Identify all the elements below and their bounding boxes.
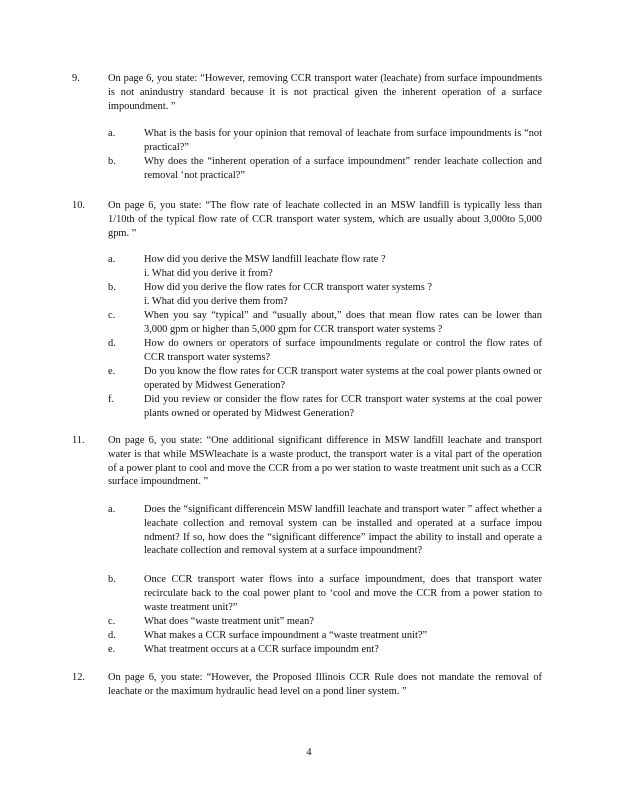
question-10-item-c — [108, 309, 542, 337]
item-text: How do owners or operators of surface impoundments regulate or control the flow rates of CCR transport water systems? — [144, 338, 542, 363]
item-letter: d. — [108, 338, 116, 349]
item-letter: c. — [108, 616, 116, 627]
question-10-item-f — [108, 393, 542, 421]
question-11 — [72, 434, 542, 489]
question-number: 11. — [72, 435, 85, 446]
item-text: Did you review or consider the flow rates for CCR transport water systems at the coal power plants owned or operated by Midwest Generation? — [144, 394, 542, 419]
item-subquestion: i. What did you derive it from? — [144, 267, 273, 279]
question-number: 12. — [72, 672, 85, 683]
item-text: Once CCR transport water flows into a surface impoundment, does that transport water recirculate back to the coal power plant to ‘cool and move the CCR from a power station to waste treatment unit?” — [144, 574, 542, 613]
item-letter: f. — [108, 394, 115, 405]
item-letter: c. — [108, 310, 116, 321]
question-text: On page 6, you state: “However, the Proposed Illinois CCR Rule does not mandate the removal of leachate or the maximum hydraulic head level on a pond liner system. ” — [108, 672, 542, 697]
question-9-item-b — [108, 155, 542, 183]
item-text: When you say “typical” and “usually about,” does that mean flow rates can be lower than 3,000 gpm or higher than 5,000 gpm for CCR transport water systems ? — [144, 310, 542, 335]
question-11-item-d — [108, 629, 542, 643]
item-text: Why does the “inherent operation of a surface impoundment” render leachate collection and removal ‘not practical?” — [144, 156, 542, 181]
question-number: 9. — [72, 73, 80, 84]
question-10-item-a — [108, 253, 542, 281]
question-10-item-b — [108, 281, 542, 309]
item-subquestion: i. What did you derive them from? — [144, 295, 288, 307]
question-10-item-e — [108, 365, 542, 393]
question-text: On page 6, you state: “However, removing CCR transport water (leachate) from surface impoundments is not anindustry standard because it is not practical given the inherent operation of a surface impoundment. ” — [108, 73, 542, 112]
question-9 — [72, 72, 542, 113]
item-text: How did you derive the flow rates for CCR transport water systems ? — [144, 282, 432, 293]
question-12 — [72, 671, 542, 699]
question-text: On page 6, you state: “The flow rate of leachate collected in an MSW landfill is typically less than 1/10th of the typical flow rate of CCR transport water system, which are usually about 3,000to 5,000 gpm. ” — [108, 200, 542, 239]
question-11-item-e — [108, 643, 542, 657]
question-10-item-d — [108, 337, 542, 365]
item-letter: b. — [108, 156, 116, 167]
question-10 — [72, 199, 542, 240]
page-number: 4 — [306, 747, 312, 758]
question-11-item-a — [108, 503, 542, 558]
item-text: What is the basis for your opinion that removal of leachate from surface impoundments is “not practical?” — [144, 128, 542, 153]
item-letter: e. — [108, 366, 116, 377]
item-letter: b. — [108, 282, 116, 293]
item-letter: a. — [108, 254, 116, 265]
question-text: On page 6, you state: “One additional significant difference in MSW landfill leachate and transport water is that while MSWleachate is a waste product, the transport water is a vital part of the operation of a power plant to cool and move the CCR from a po wer station to waste treatment unit such as a CCR surface impoundment. ” — [108, 435, 542, 488]
question-number: 10. — [72, 200, 85, 211]
item-letter: d. — [108, 630, 116, 641]
question-9-item-a — [108, 127, 542, 155]
item-text: What treatment occurs at a CCR surface impoundm ent? — [144, 644, 379, 655]
item-text: Do you know the flow rates for CCR transport water systems at the coal power plants owned or operated by Midwest Generation? — [144, 366, 542, 391]
item-letter: b. — [108, 574, 116, 585]
item-text: What makes a CCR surface impoundment a “waste treatment unit?” — [144, 630, 428, 641]
item-text: How did you derive the MSW landfill leachate flow rate ? — [144, 254, 386, 265]
item-letter: a. — [108, 504, 116, 515]
question-11-item-c — [108, 615, 542, 629]
item-letter: e. — [108, 644, 116, 655]
item-text: What does “waste treatment unit” mean? — [144, 616, 314, 627]
item-text: Does the “significant differencein MSW landfill leachate and transport water ” affect whether a leachate collection and removal system can be installed and operated at a surface impou ndment? If so, how does the “significant difference” impact the ability to install and operate a leachate collection and removal system at a surface impoundment? — [144, 504, 542, 557]
item-letter: a. — [108, 128, 116, 139]
question-11-item-b — [108, 573, 542, 614]
